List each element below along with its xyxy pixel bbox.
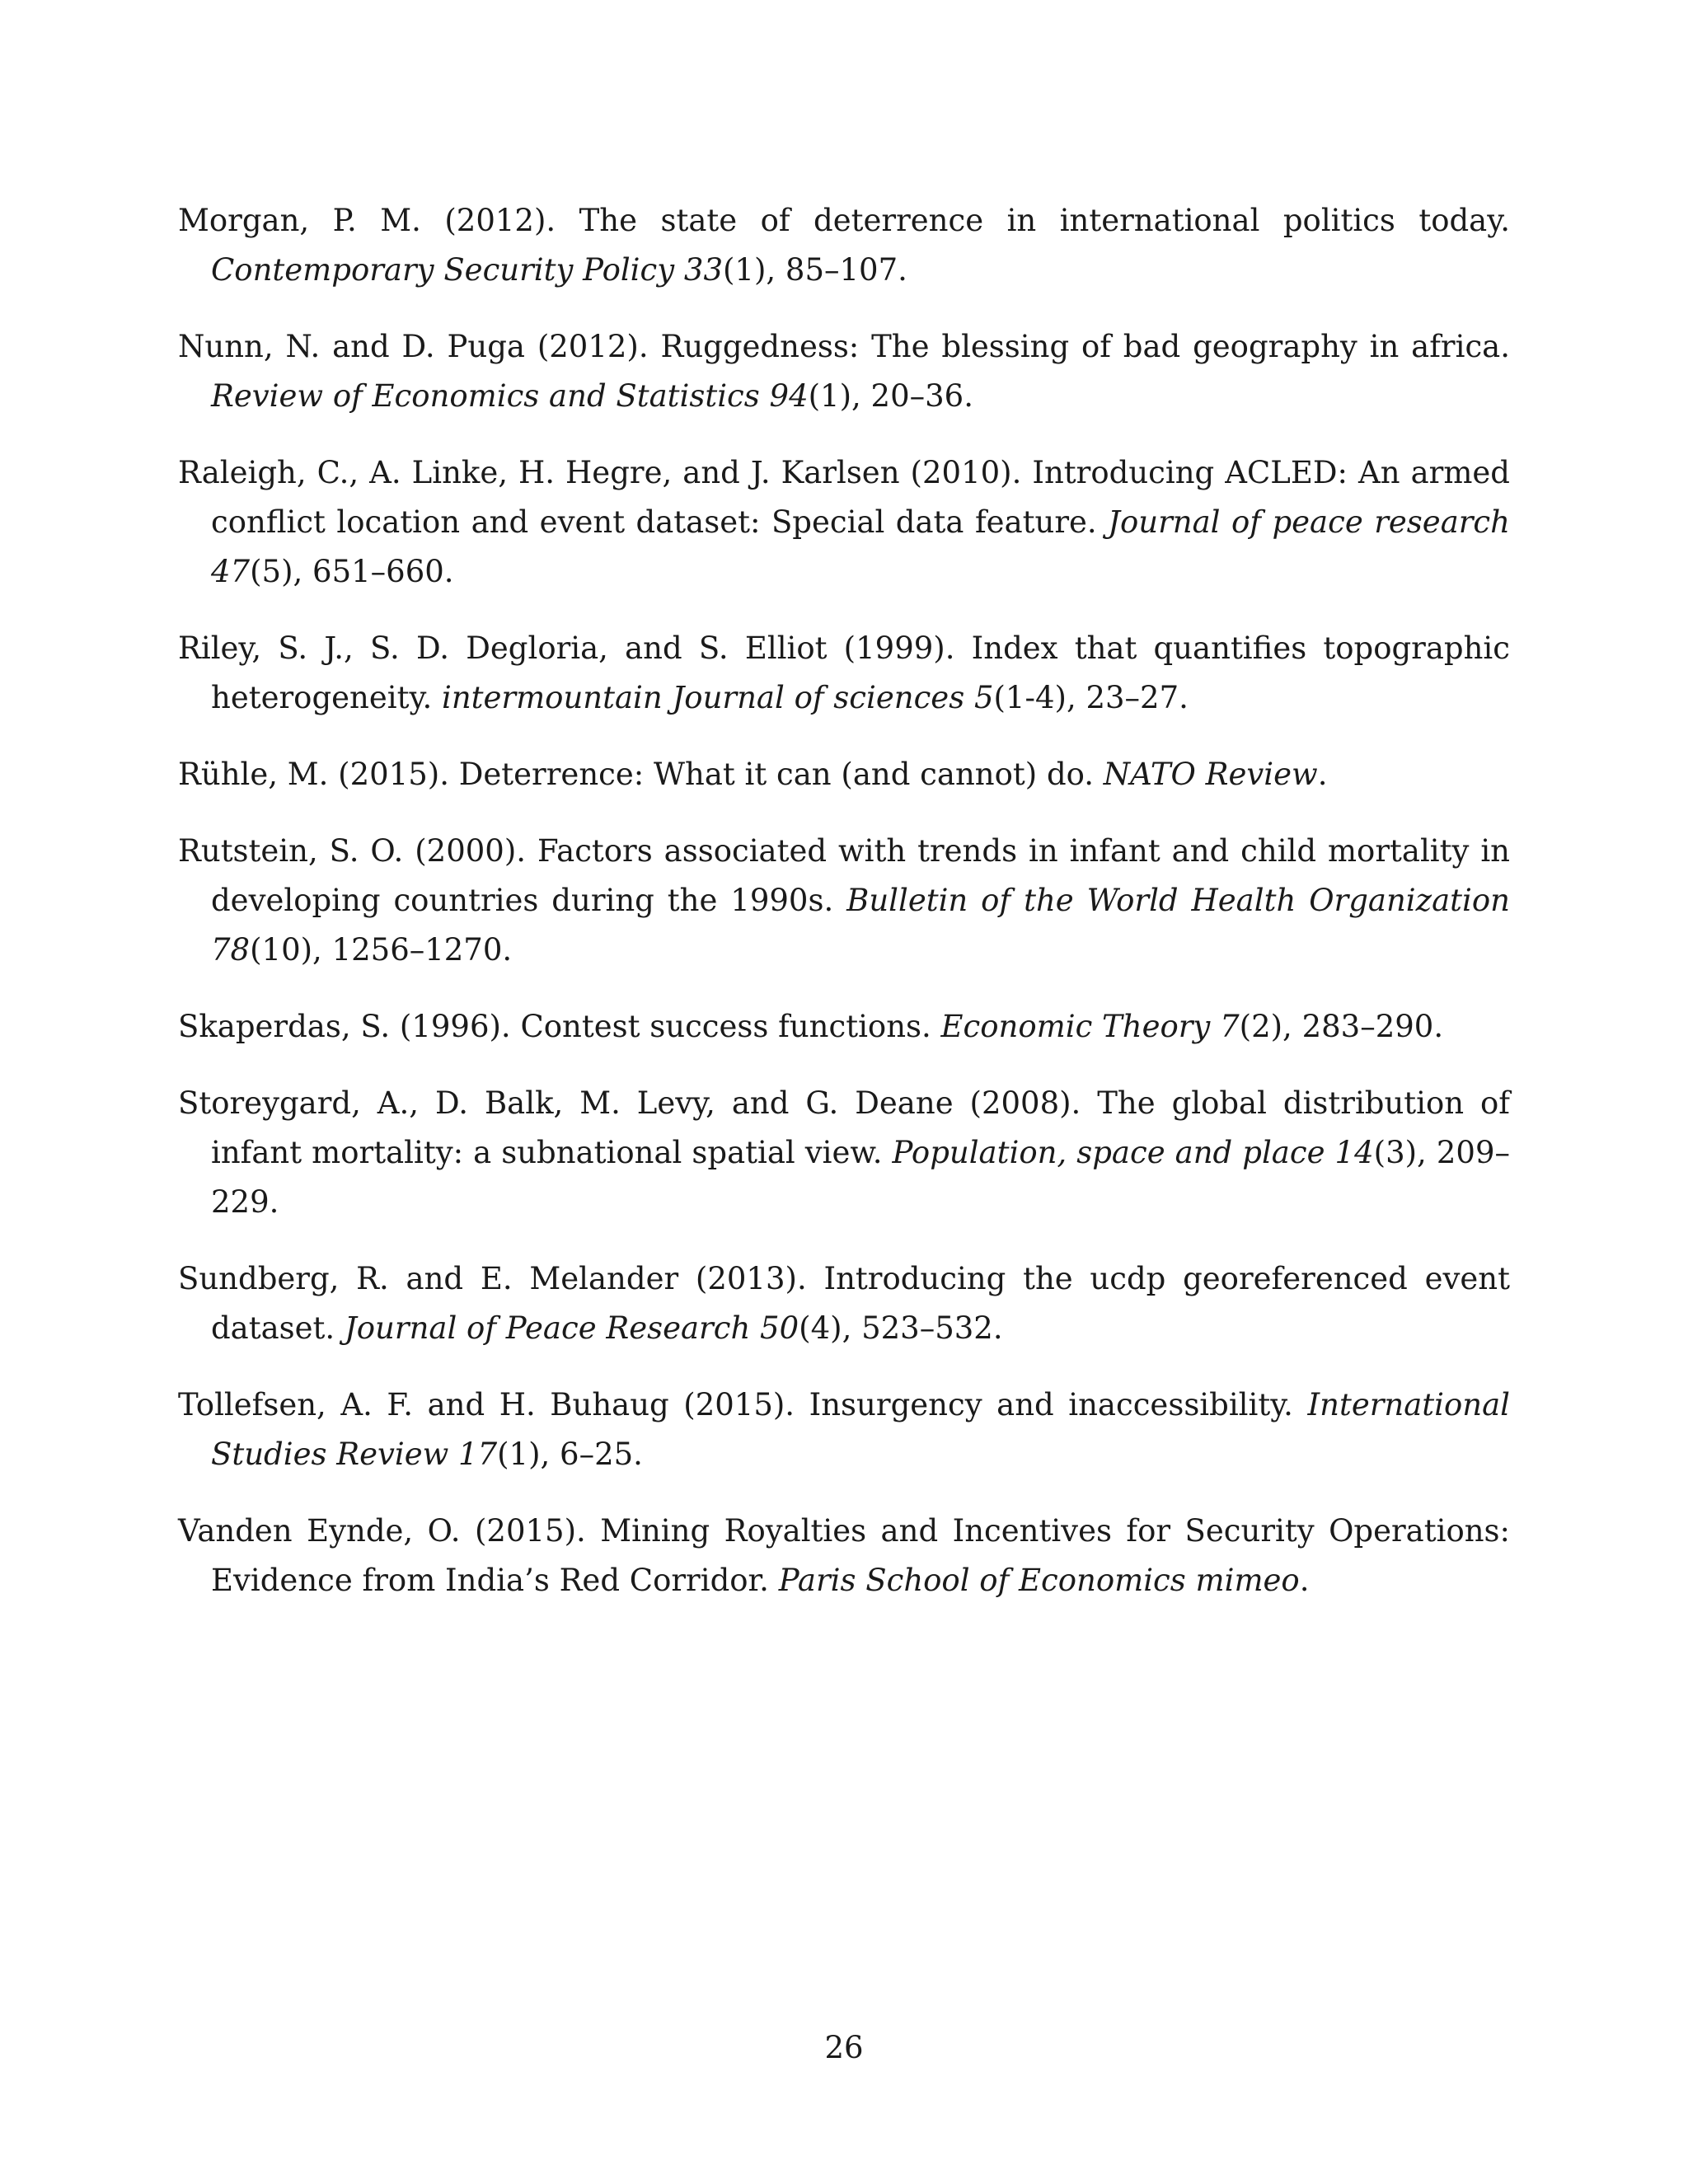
reference-text: Rutstein, S. O. (2000). Factors associated with trends in infant and child mortality in developing countries during the 1990s. [178,833,1510,918]
reference-entry [178,196,1510,295]
reference-venue: Economic Theory 7 [940,1009,1240,1044]
reference-text: Skaperdas, S. (1996). Contest success functions. [178,1009,941,1044]
reference-entry [178,1380,1510,1479]
page-number: 26 [824,2030,864,2065]
reference-entry [178,1254,1510,1353]
reference-text: Morgan, P. M. (2012). The state of deterrence in international politics today. [178,203,1510,238]
reference-text: Vanden Eynde, O. (2015). Mining Royalties and Incentives for Security Operations: Evidence from India’s Red Corridor. [178,1513,1510,1598]
reference-entry [178,1079,1510,1227]
reference-venue: intermountain Journal of sciences 5 [441,680,994,715]
reference-venue: Population, space and place 14 [892,1135,1374,1170]
reference-venue: Review of Economics and Statistics 94 [211,378,809,414]
reference-venue: Paris School of Economics mimeo [778,1563,1300,1598]
reference-entry [178,624,1510,723]
reference-details: (5), 651–660. [250,554,454,589]
reference-text: Riley, S. J., S. D. Degloria, and S. Elliot (1999). Index that quantifies topographic heterogeneity. [178,630,1510,715]
reference-details: (2), 283–290. [1239,1009,1444,1044]
reference-list [178,196,1510,1633]
reference-venue: Journal of Peace Research 50 [344,1310,799,1346]
reference-venue: Contemporary Security Policy 33 [211,252,723,288]
reference-details: (1-4), 23–27. [993,680,1189,715]
reference-entry [178,448,1510,597]
reference-details: (4), 523–532. [799,1310,1003,1346]
reference-details: . [1299,1563,1310,1598]
reference-details: . [1317,757,1328,792]
reference-details: (1), 6–25. [497,1436,643,1472]
reference-details: (10), 1256–1270. [250,932,513,968]
reference-entry [178,1002,1510,1052]
reference-entry [178,322,1510,421]
reference-details: (1), 20–36. [808,378,973,414]
reference-venue: Journal of peace research 47 [211,504,1510,589]
reference-venue: NATO Review [1103,757,1318,792]
reference-entry [178,1507,1510,1605]
reference-text: Tollefsen, A. F. and H. Buhaug (2015). Insurgency and inaccessibility. [178,1387,1308,1422]
reference-venue: Bulletin of the World Health Organization 78 [211,883,1510,968]
reference-text: Sundberg, R. and E. Melander (2013). Introducing the ucdp georeferenced event dataset. [178,1261,1510,1346]
reference-text: Rühle, M. (2015). Deterrence: What it can (and cannot) do. [178,757,1104,792]
reference-venue: International Studies Review 17 [211,1387,1510,1472]
reference-details: (3), 209–229. [211,1135,1510,1220]
reference-text: Nunn, N. and D. Puga (2012). Ruggedness: The blessing of bad geography in africa. [178,329,1510,364]
reference-text: Raleigh, C., A. Linke, H. Hegre, and J. Karlsen (2010). Introducing ACLED: An armed conflict location and event dataset: Special data feature. [178,455,1510,540]
reference-entry [178,750,1510,799]
reference-entry [178,827,1510,975]
reference-details: (1), 85–107. [722,252,907,288]
reference-text: Storeygard, A., D. Balk, M. Levy, and G. Deane (2008). The global distribution of infant mortality: a subnational spatial view. [178,1085,1510,1170]
